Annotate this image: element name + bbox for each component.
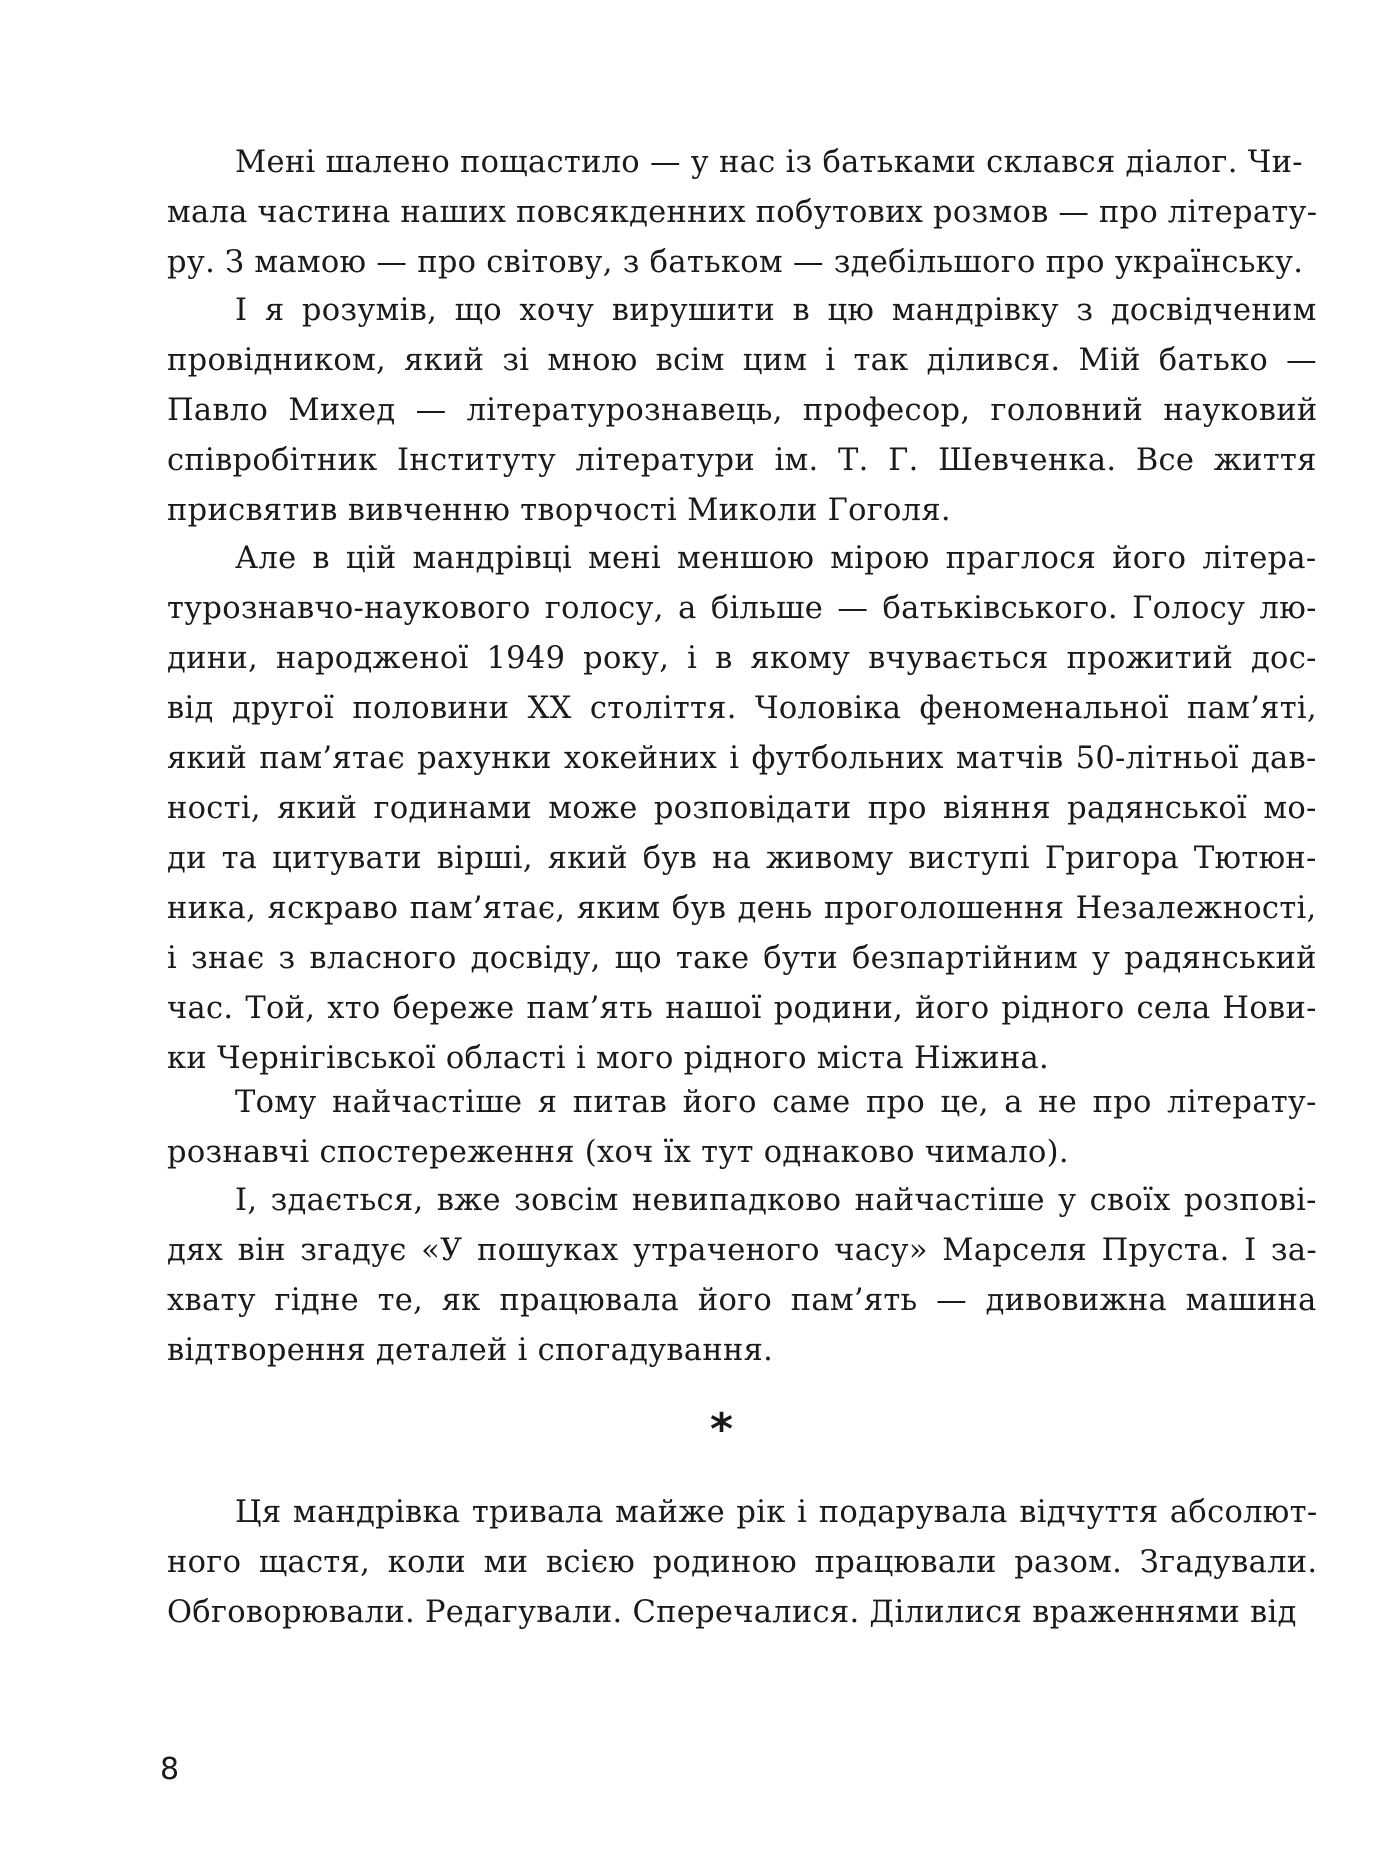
text-line: Тому найчастіше я питав його саме про це, а не про літерату- [235, 1085, 1317, 1120]
text-line: відтворення деталей і спогадування. [167, 1333, 774, 1368]
text-line: ки Чернігівської області і мого рідного міста Ніжина. [167, 1041, 1049, 1076]
text-line: ди та цитувати вірші, який був на живому виступі Григора Тютюн- [167, 841, 1317, 876]
text-line: турознавчо-наукового голосу, а більше — батьківського. Голосу лю- [167, 591, 1317, 626]
text-line: Але в цій мандрівці мені меншою мірою праглося його літера- [235, 541, 1317, 576]
text-line: ності, який годинами може розповідати про віяння радянської мо- [167, 791, 1317, 826]
text-line: провідником, який зі мною всім цим і так ділився. Мій батько — [167, 343, 1317, 378]
text-line: ного щастя, коли ми всією родиною працювали разом. Згадували. [167, 1545, 1318, 1580]
text-line: ру. З мамою — про світову, з батьком — здебільшого про українську. [167, 245, 1304, 280]
text-line: І я розумів, що хочу вирушити в цю мандрівку з досвідченим [235, 293, 1317, 328]
text-line: співробітник Інституту літератури ім. Т. Г. Шевченка. Все життя [167, 443, 1317, 478]
text-line: Обговорювали. Редагували. Сперечалися. Ділилися враженнями від [167, 1595, 1297, 1630]
section-separator: * [709, 1404, 733, 1455]
text-line: дях він згадує «У пошуках утраченого часу» Марселя Пруста. І за- [167, 1233, 1317, 1268]
text-line: час. Той, хто береже пам’ять нашої родини, його рідного села Нови- [167, 991, 1317, 1026]
text-line: Мені шалено пощастило — у нас із батьками склався діалог. Чи- [235, 145, 1303, 180]
text-line: дини, народженої 1949 року, і в якому вчувається прожитий дос- [167, 641, 1317, 676]
text-line: рознавчі спостереження (хоч їх тут однаково чимало). [167, 1135, 1069, 1170]
text-line: Павло Михед — літературознавець, професор, головний науковий [167, 393, 1318, 428]
text-line: Ця мандрівка тривала майже рік і подарувала відчуття абсолют- [235, 1495, 1318, 1530]
text-line: ника, яскраво пам’ятає, яким був день проголошення Незалежності, [167, 891, 1317, 926]
text-line: і знає з власного досвіду, що таке бути безпартійним у радянський [167, 941, 1317, 976]
text-line: хвату гідне те, як працювала його пам’ять — дивовижна машина [167, 1283, 1317, 1318]
text-line: І, здається, вже зовсім невипадково найчастіше у своїх розпові- [235, 1183, 1317, 1218]
text-line: мала частина наших повсякденних побутових розмов — про літерату- [167, 195, 1318, 230]
text-line: від другої половини XX століття. Чоловіка феноменальної пам’яті, [167, 691, 1317, 726]
text-line: присвятив вивченню творчості Миколи Гоголя. [167, 493, 951, 528]
text-line: який пам’ятає рахунки хокейних і футбольних матчів 50-літньої дав- [167, 741, 1317, 776]
page-number: 8 [160, 1752, 180, 1787]
